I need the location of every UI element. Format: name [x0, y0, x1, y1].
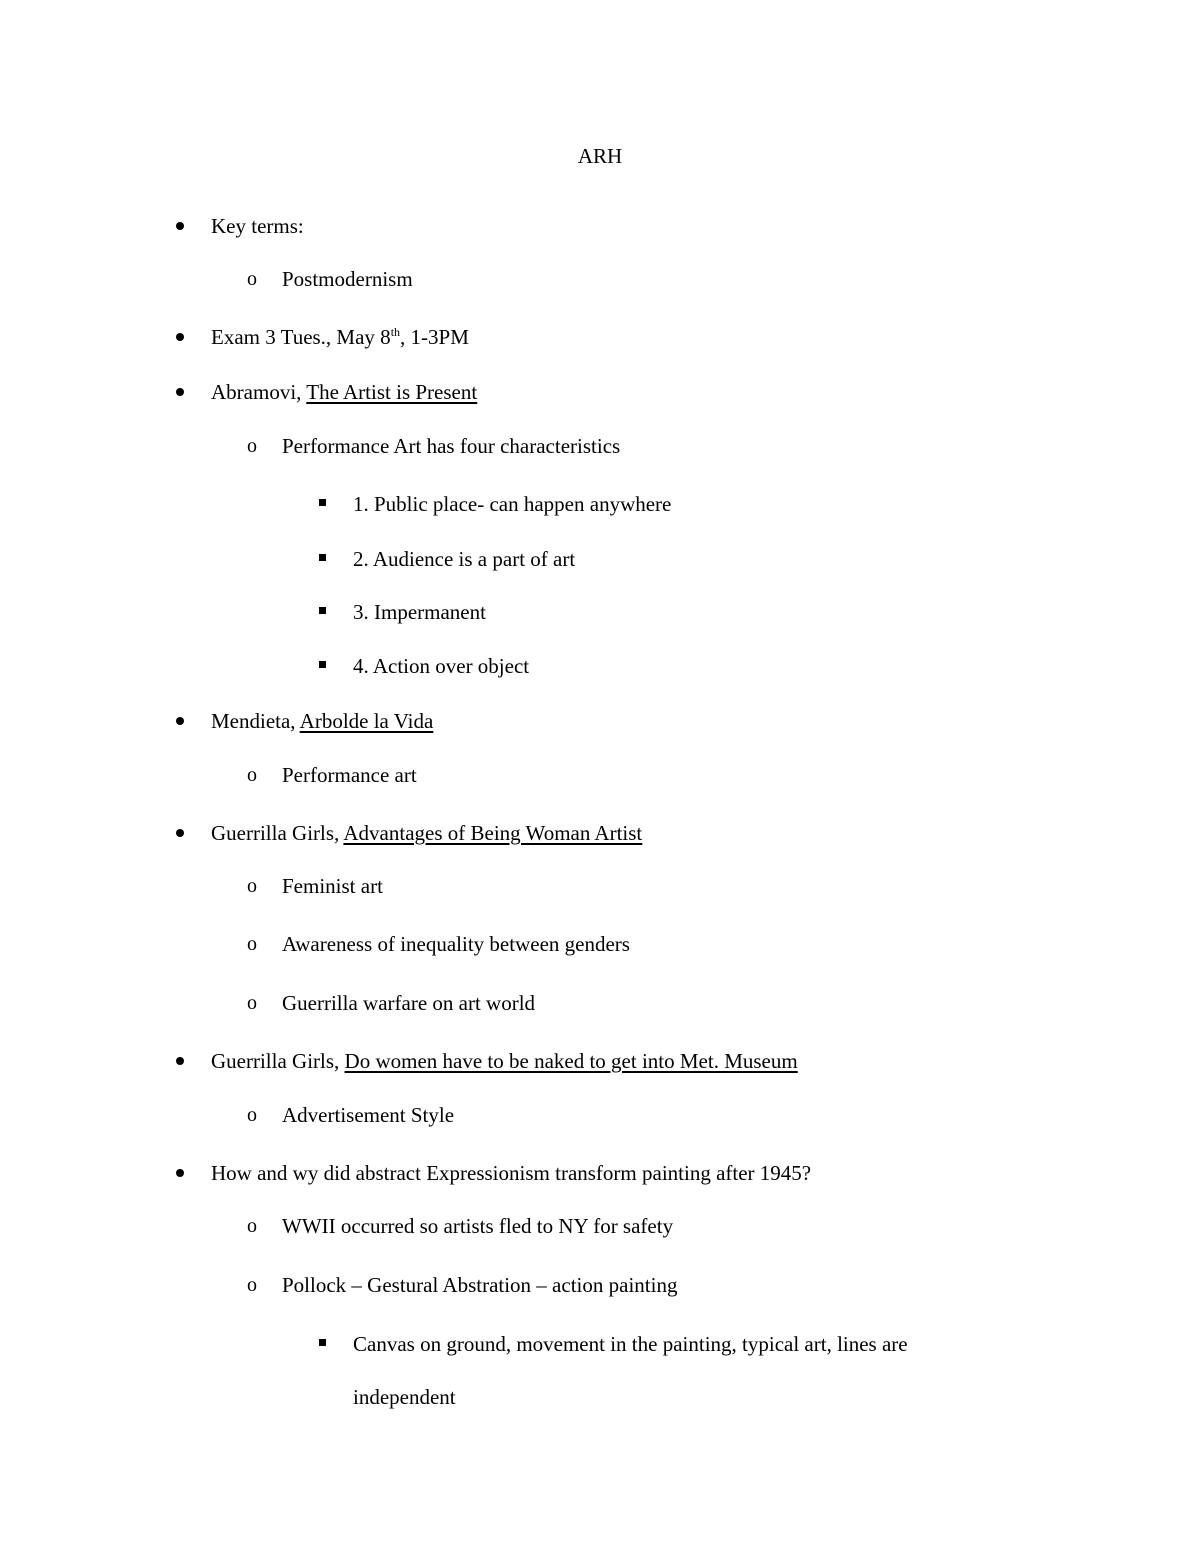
- artist-name: Abramovi,: [211, 380, 307, 404]
- bullet-square: [319, 499, 326, 506]
- list-item: 4. Action over object: [353, 654, 530, 678]
- artwork-title: Do women have to be naked to get into Met. Museum: [344, 1049, 798, 1073]
- list-item: Advertisement Style: [282, 1103, 455, 1127]
- list-item: Canvas on ground, movement in the painting, typical art, lines are: [353, 1332, 908, 1356]
- bullet-square: [319, 554, 326, 561]
- list-item-exam: [211, 323, 469, 351]
- list-item: Pollock – Gestural Abstration – action painting: [282, 1273, 678, 1297]
- list-item: Key terms:: [211, 214, 304, 238]
- bullet-ring: o: [247, 933, 257, 955]
- artist-name: Mendieta,: [211, 709, 300, 733]
- bullet-ring: o: [247, 435, 257, 457]
- bullet-ring: o: [247, 992, 257, 1014]
- bullet-square: [319, 607, 326, 614]
- bullet-ring: o: [247, 1215, 257, 1237]
- list-item-continuation: independent: [353, 1385, 456, 1409]
- list-item-abramovi: [211, 378, 477, 406]
- bullet-dot: [176, 717, 184, 725]
- bullet-dot: [176, 388, 184, 396]
- list-item: 3. Impermanent: [353, 600, 486, 624]
- list-item: How and wy did abstract Expressionism transform painting after 1945?: [211, 1161, 812, 1185]
- list-item: WWII occurred so artists fled to NY for safety: [282, 1214, 674, 1238]
- bullet-ring: o: [247, 875, 257, 897]
- document-title: ARH: [577, 144, 623, 168]
- bullet-dot: [176, 333, 184, 341]
- bullet-dot: [176, 222, 184, 230]
- bullet-dot: [176, 1169, 184, 1177]
- list-item-guerrilla-girls-2: [211, 1047, 798, 1075]
- list-item: 2. Audience is a part of art: [353, 547, 576, 571]
- bullet-dot: [176, 829, 184, 837]
- list-item: Awareness of inequality between genders: [282, 932, 630, 956]
- list-item: Performance art: [282, 763, 417, 787]
- list-item-guerrilla-girls-1: [211, 819, 642, 847]
- artwork-title: Advantages of Being Woman Artist: [343, 821, 643, 845]
- list-item: Performance Art has four characteristics: [282, 434, 621, 458]
- bullet-ring: o: [247, 268, 257, 290]
- bullet-ring: o: [247, 1104, 257, 1126]
- list-item: Guerrilla warfare on art world: [282, 991, 536, 1015]
- artist-name: Guerrilla Girls,: [211, 1049, 345, 1073]
- artist-name: Guerrilla Girls,: [211, 821, 344, 845]
- bullet-ring: o: [247, 764, 257, 786]
- list-item: Feminist art: [282, 874, 383, 898]
- bullet-ring: o: [247, 1274, 257, 1296]
- bullet-square: [319, 661, 326, 668]
- list-item-mendieta: [211, 707, 433, 735]
- exam-text: Exam 3 Tues., May 8: [211, 325, 391, 349]
- list-item: Postmodernism: [282, 267, 413, 291]
- bullet-square: [319, 1339, 326, 1346]
- exam-time: , 1-3PM: [400, 325, 469, 349]
- artwork-title: Arbolde la Vida: [299, 709, 434, 733]
- artwork-title: The Artist is Present: [306, 380, 478, 404]
- exam-superscript: th: [390, 325, 401, 339]
- list-item: 1. Public place- can happen anywhere: [353, 492, 672, 516]
- bullet-dot: [176, 1057, 184, 1065]
